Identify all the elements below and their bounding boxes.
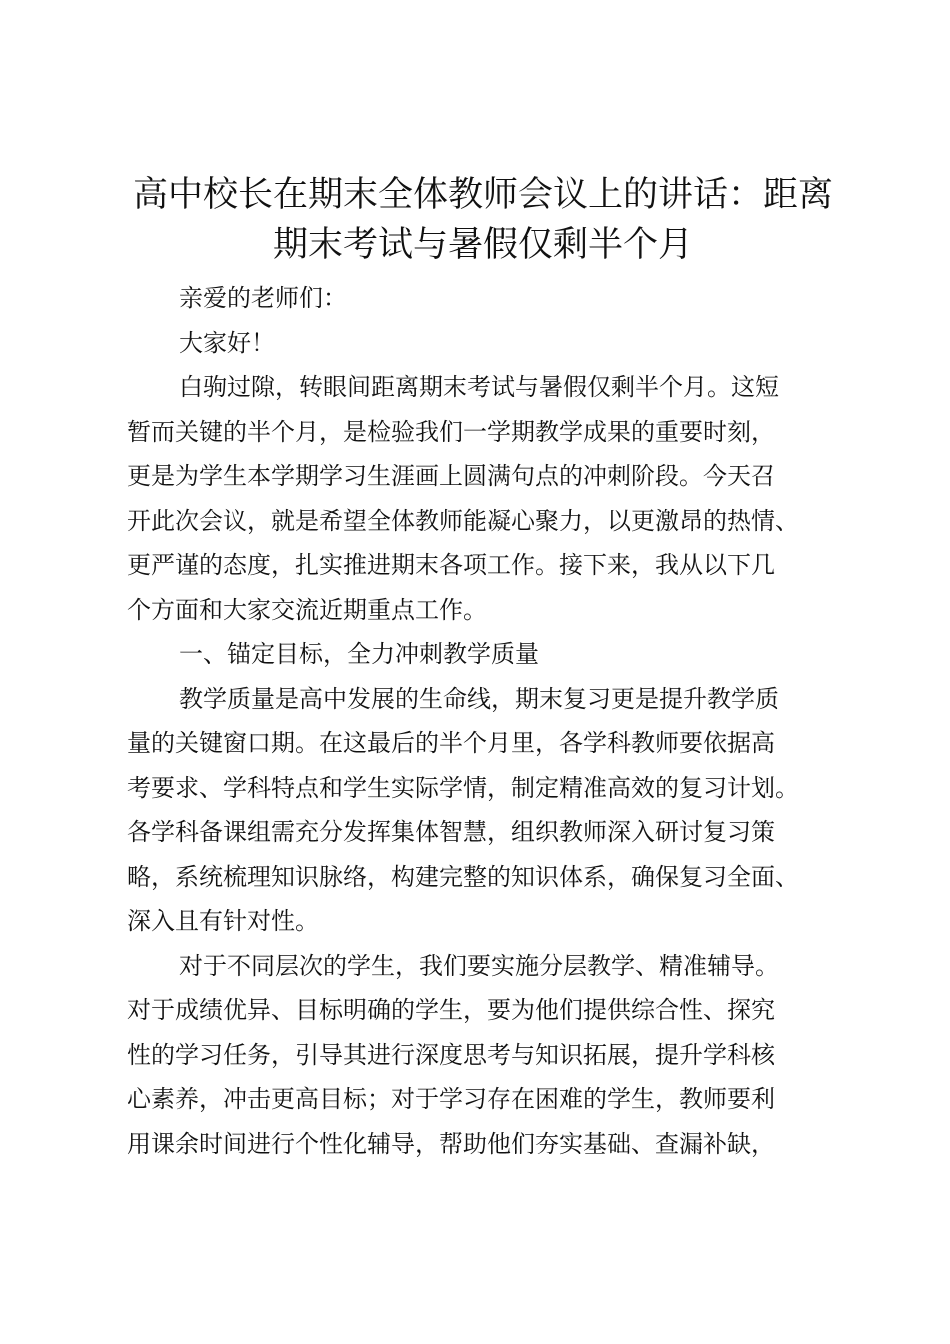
paragraph-line: 暂而关键的半个月，是检验我们一学期教学成果的重要时刻，: [127, 417, 775, 446]
paragraph-line: 心素养，冲击更高目标；对于学习存在困难的学生，教师要利: [127, 1085, 775, 1113]
title-line-2: 期末考试与暑假仅剩半个月: [272, 225, 693, 265]
document-title: [127, 170, 839, 270]
section-heading: 一、锚定目标，全力冲刺教学质量: [179, 640, 539, 668]
paragraph-line: 略，系统梳理知识脉络，构建完整的知识体系，确保复习全面、: [127, 862, 799, 891]
salutation: 亲爱的老师们：: [179, 284, 347, 312]
document-body: [127, 276, 839, 1166]
document-page: [127, 170, 839, 1166]
title-line-1: 高中校长在期末全体教师会议上的讲话：距离: [132, 175, 833, 215]
paragraph-line: 各学科备课组需充分发挥集体智慧，组织教师深入研讨复习策: [127, 818, 775, 846]
paragraph-line: 教学质量是高中发展的生命线，期末复习更是提升教学质: [179, 684, 779, 713]
paragraph-line: 白驹过隙，转眼间距离期末考试与暑假仅剩半个月。这短: [179, 373, 779, 401]
greeting: 大家好！: [179, 328, 275, 357]
paragraph-line: 考要求、学科特点和学生实际学情，制定精准高效的复习计划。: [127, 773, 799, 802]
paragraph-line: 更严谨的态度，扎实推进期末各项工作。接下来，我从以下几: [127, 551, 775, 579]
paragraph-line: 深入且有针对性。: [127, 907, 319, 935]
paragraph-line: 性的学习任务，引导其进行深度思考与知识拓展，提升学科核: [127, 1040, 775, 1069]
paragraph-line: 开此次会议，就是希望全体教师能凝心聚力，以更激昂的热情、: [127, 506, 799, 535]
paragraph-line: 更是为学生本学期学习生涯画上圆满句点的冲刺阶段。今天召: [127, 462, 775, 490]
paragraph-line: 用课余时间进行个性化辅导，帮助他们夯实基础、查漏补缺，: [127, 1129, 775, 1158]
paragraph-line: 个方面和大家交流近期重点工作。: [127, 595, 487, 624]
paragraph-line: 对于成绩优异、目标明确的学生，要为他们提供综合性、探究: [127, 996, 775, 1024]
paragraph-line: 对于不同层次的学生，我们要实施分层教学、精准辅导。: [179, 951, 779, 980]
paragraph-line: 量的关键窗口期。在这最后的半个月里，各学科教师要依据高: [127, 729, 775, 757]
